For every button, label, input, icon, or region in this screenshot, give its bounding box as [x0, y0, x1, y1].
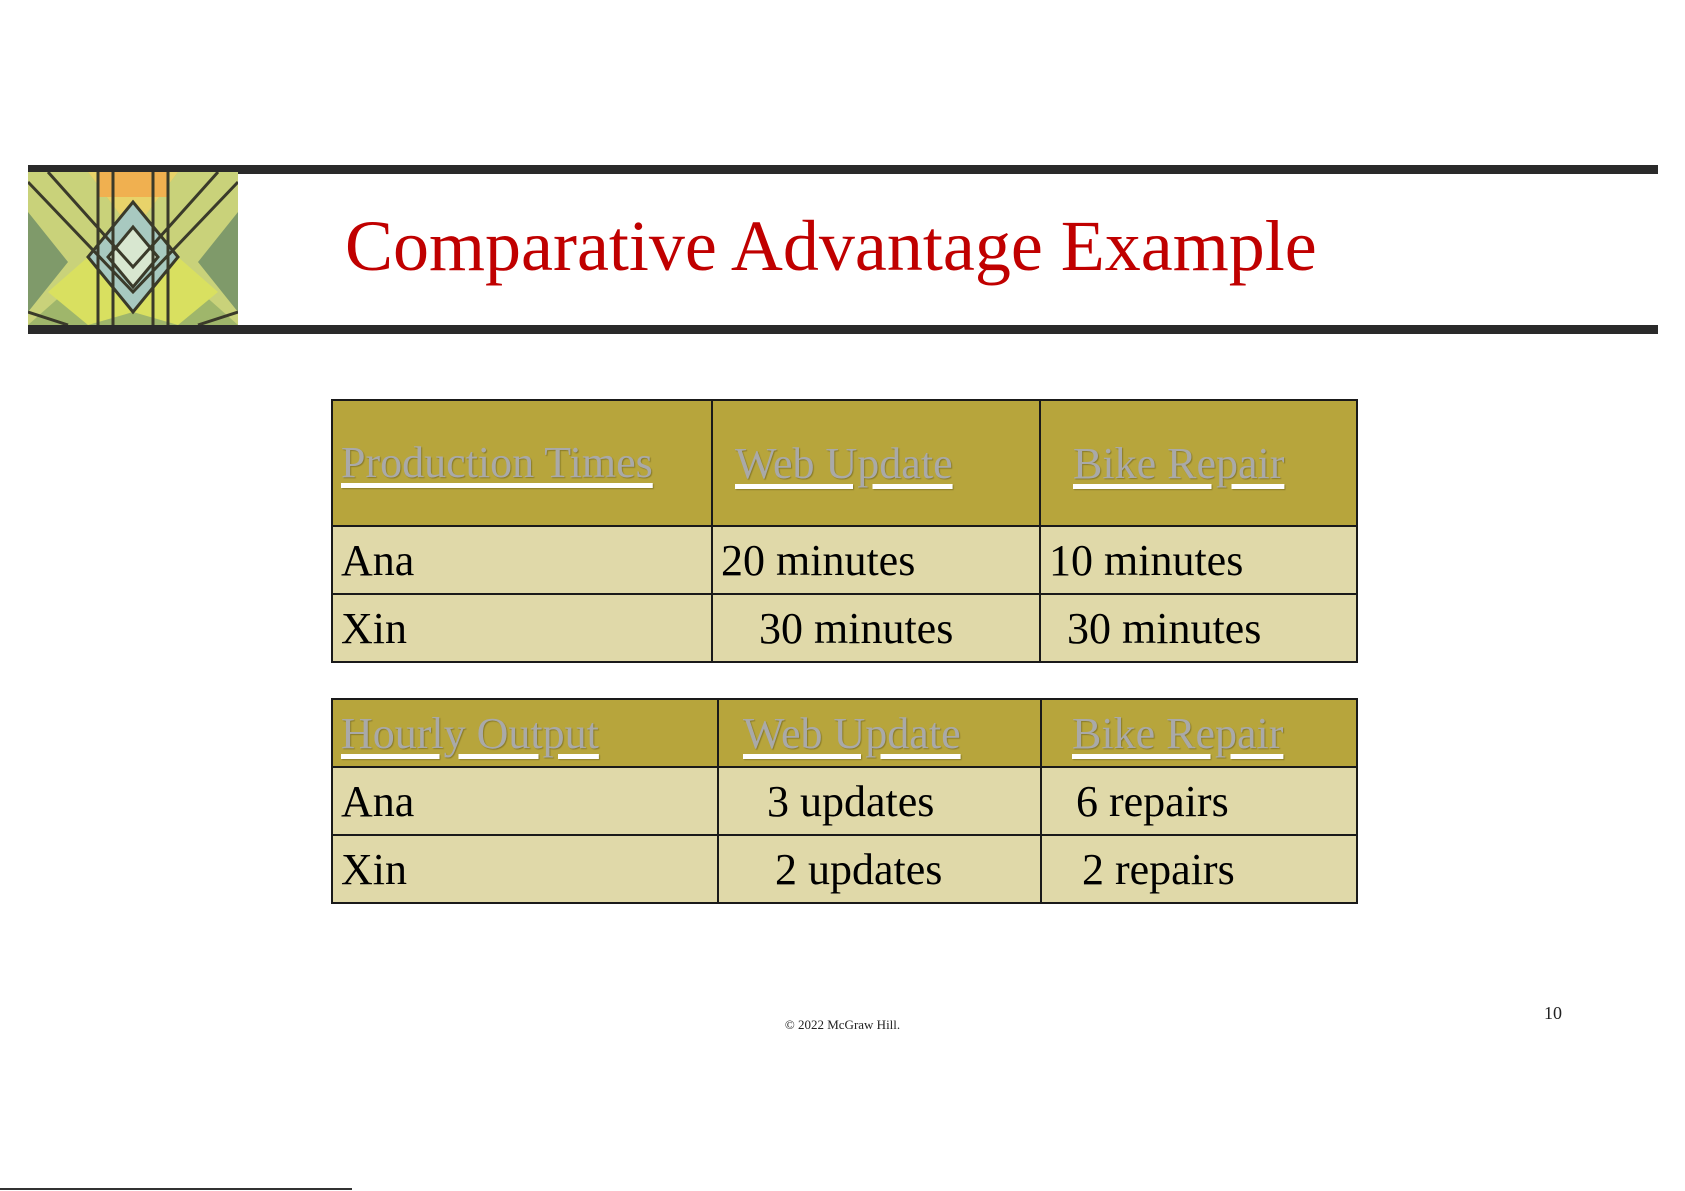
header-web-update: Web Update [718, 699, 1041, 767]
table-header-row [332, 400, 1357, 526]
footer-rule [0, 1188, 352, 1190]
row-web-update-value: 2 updates [718, 835, 1041, 903]
row-web-update-value: 30 minutes [712, 594, 1040, 662]
stained-glass-logo-icon [28, 172, 238, 325]
row-bike-repair-value: 6 repairs [1041, 767, 1357, 835]
slide-title: Comparative Advantage Example [345, 206, 1317, 286]
table-row [332, 594, 1357, 662]
header-rule-top [28, 165, 1658, 174]
header-rule-bottom [28, 325, 1658, 334]
row-web-update-value: 3 updates [718, 767, 1041, 835]
row-bike-repair-value: 2 repairs [1041, 835, 1357, 903]
row-bike-repair-value: 30 minutes [1040, 594, 1357, 662]
header-bike-repair: Bike Repair [1040, 400, 1357, 526]
header-bike-repair: Bike Repair [1041, 699, 1357, 767]
row-name: Ana [332, 526, 712, 594]
table-header-row [332, 699, 1357, 767]
row-web-update-value: 20 minutes [712, 526, 1040, 594]
table-row [332, 767, 1357, 835]
page-number: 10 [1544, 1003, 1562, 1023]
table-row [332, 526, 1357, 594]
row-name: Xin [332, 594, 712, 662]
header-hourly-output: Hourly Output [332, 699, 718, 767]
production-times-table [331, 399, 1358, 663]
hourly-output-table [331, 698, 1358, 904]
row-bike-repair-value: 10 minutes [1040, 526, 1357, 594]
header-production-times: Production Times [332, 400, 712, 526]
row-name: Ana [332, 767, 718, 835]
copyright-notice: © 2022 McGraw Hill. [784, 1017, 901, 1032]
table-row [332, 835, 1357, 903]
row-name: Xin [332, 835, 718, 903]
header-web-update: Web Update [712, 400, 1040, 526]
